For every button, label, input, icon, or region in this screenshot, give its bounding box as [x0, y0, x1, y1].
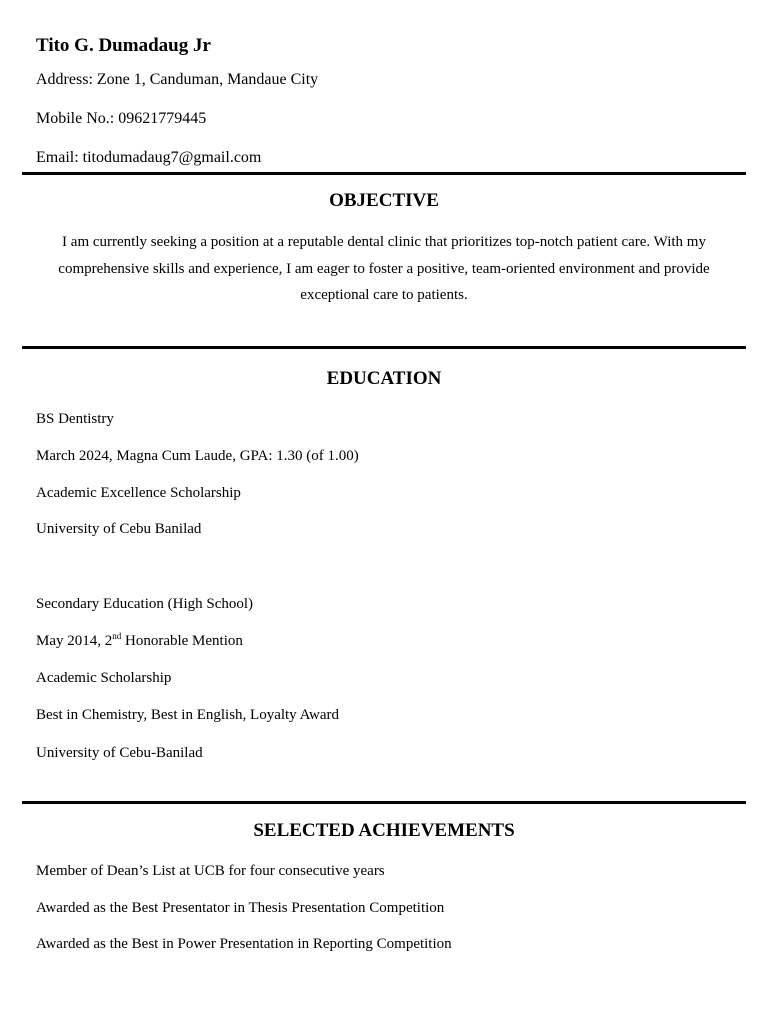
degree-scholarship: Academic Excellence Scholarship	[36, 485, 241, 501]
email-line: Email: titodumadaug7@gmail.com	[36, 149, 262, 166]
section-divider	[22, 801, 746, 804]
degree-school: University of Cebu Banilad	[36, 521, 202, 537]
achievements-heading: SELECTED ACHIEVEMENTS	[253, 820, 515, 841]
objective-heading: OBJECTIVE	[329, 190, 439, 211]
address-line: Address: Zone 1, Canduman, Mandaue City	[36, 71, 319, 88]
secondary-title: Secondary Education (High School)	[36, 596, 254, 612]
achievement-item: Awarded as the Best in Power Presentation in Reporting Competition	[36, 936, 452, 952]
secondary-date: May 2014, 2	[36, 633, 113, 649]
ordinal-suffix: nd	[112, 631, 122, 641]
objective-text: I am currently seeking a position at a reputable dental clinic that prioritizes top-notch patient care. With my comprehensive skills and experience, I am eager to foster a positive, team-oriented environment and provide exceptional care to patients.	[58, 234, 710, 303]
achievement-item: Awarded as the Best Presentator in Thesis Presentation Competition	[36, 900, 445, 916]
applicant-name: Tito G. Dumadaug Jr	[36, 35, 211, 56]
section-divider	[22, 172, 746, 175]
mobile-line: Mobile No.: 09621779445	[36, 110, 207, 127]
degree-honors: March 2024, Magna Cum Laude, GPA: 1.30 (of 1.00)	[36, 448, 359, 464]
secondary-honors	[36, 633, 243, 650]
secondary-honor: Honorable Mention	[121, 633, 243, 649]
degree-title: BS Dentistry	[36, 411, 114, 427]
secondary-scholarship: Academic Scholarship	[36, 670, 172, 686]
secondary-awards: Best in Chemistry, Best in English, Loyalty Award	[36, 707, 340, 723]
section-divider	[22, 346, 746, 349]
secondary-school: University of Cebu-Banilad	[36, 745, 203, 761]
achievement-item: Member of Dean’s List at UCB for four consecutive years	[36, 863, 385, 879]
education-heading: EDUCATION	[326, 368, 442, 389]
